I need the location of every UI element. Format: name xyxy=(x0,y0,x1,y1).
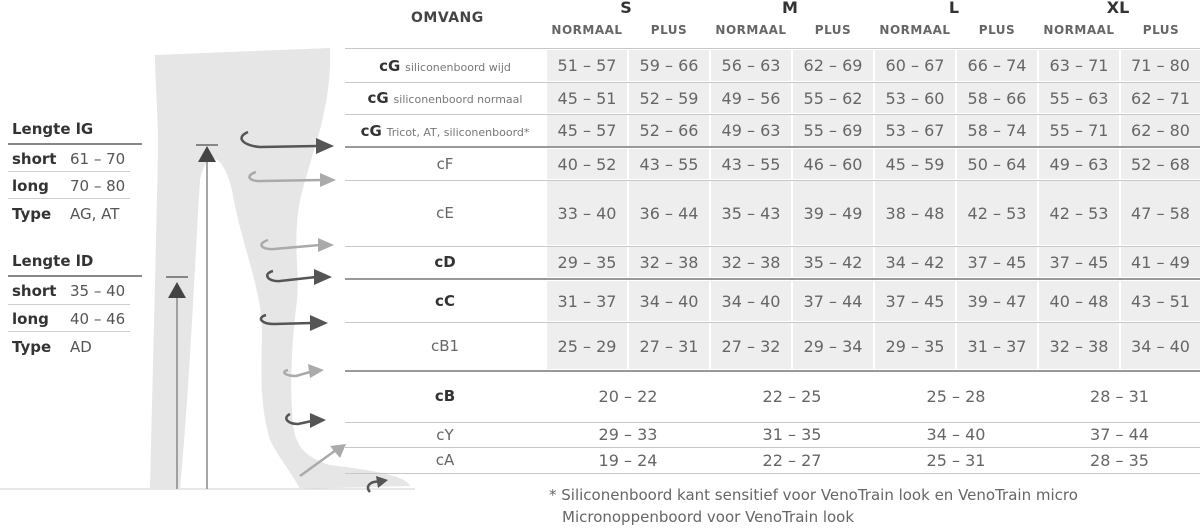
value-cell: 34 – 40 xyxy=(629,281,709,321)
row-divider xyxy=(345,146,1200,148)
value-cell: 43 – 51 xyxy=(1121,281,1200,321)
value-cell: 58 – 74 xyxy=(957,115,1037,146)
legend-value: 40 – 46 xyxy=(70,310,126,328)
row-label xyxy=(345,149,545,179)
table-row-cb1 xyxy=(345,323,1200,369)
sub-header-plus: PLUS xyxy=(1142,23,1180,37)
row-label xyxy=(345,181,545,245)
value-cell: 55 – 62 xyxy=(793,83,873,113)
row-label-main: cY xyxy=(436,425,454,444)
lengte-lg-row-type xyxy=(12,203,119,225)
value-cell: 55 – 69 xyxy=(793,115,873,146)
value-cell: 62 – 80 xyxy=(1121,115,1200,146)
value-cell: 46 – 60 xyxy=(793,149,873,179)
value-cell: 34 – 42 xyxy=(875,247,955,277)
row-divider xyxy=(345,48,1200,49)
row-divider xyxy=(345,370,1200,372)
lengte-ld-row-long xyxy=(12,308,125,330)
legend-divider xyxy=(8,331,130,332)
value-cell: 49 – 63 xyxy=(711,115,791,146)
value-cell: 32 – 38 xyxy=(1039,323,1119,369)
value-cell: 71 – 80 xyxy=(1121,50,1200,81)
value-cell: 45 – 51 xyxy=(547,83,627,113)
legend-divider xyxy=(8,304,130,305)
value-cell: 62 – 71 xyxy=(1121,83,1200,113)
table-row-cg-wijd xyxy=(345,50,1200,81)
legend-key: Type xyxy=(12,205,52,223)
sub-header-normaal: NORMAAL xyxy=(879,23,951,37)
value-cell: 37 – 45 xyxy=(1039,247,1119,277)
value-cell: 37 – 45 xyxy=(957,247,1037,277)
legend-value: 70 – 80 xyxy=(70,177,126,195)
legend-value: 61 – 70 xyxy=(70,150,126,168)
value-cell: 37 – 44 xyxy=(1090,425,1149,444)
legend-value: AD xyxy=(70,338,92,356)
row-label xyxy=(345,281,545,321)
value-cell: 31 – 37 xyxy=(547,281,627,321)
value-cell: 43 – 55 xyxy=(629,149,709,179)
value-cell: 29 – 35 xyxy=(547,247,627,277)
footnote-line-1: * Siliconenboord kant sensitief voor VenoTrain look en VenoTrain micro xyxy=(549,486,1078,504)
value-cell: 37 – 44 xyxy=(793,281,873,321)
value-cell: 25 – 31 xyxy=(926,450,986,470)
table-row-cg-normaal xyxy=(345,83,1200,113)
lengte-ld-title: Lengte lD xyxy=(12,252,94,270)
value-cell: 55 – 63 xyxy=(1039,83,1119,113)
value-cell: 29 – 33 xyxy=(598,425,658,444)
size-header-xl: XL xyxy=(1106,0,1130,17)
sub-header-normaal: NORMAAL xyxy=(551,23,623,37)
row-label xyxy=(345,115,545,146)
value-cell: 28 – 35 xyxy=(1090,450,1149,470)
value-cell: 53 – 67 xyxy=(875,115,955,146)
value-cell: 33 – 40 xyxy=(547,181,627,245)
value-cell: 56 – 63 xyxy=(711,50,791,81)
value-cell: 28 – 31 xyxy=(1090,386,1149,406)
value-cell: 32 – 38 xyxy=(629,247,709,277)
value-cell: 45 – 57 xyxy=(547,115,627,146)
table-row-cc xyxy=(345,281,1200,321)
lengte-lg-rule xyxy=(8,143,142,145)
legend-key: short xyxy=(12,150,57,168)
value-cell: 34 – 40 xyxy=(711,281,791,321)
value-cell: 19 – 24 xyxy=(598,450,658,470)
sub-header-plus: PLUS xyxy=(978,23,1016,37)
lengte-lg-title: Lengte lG xyxy=(12,120,94,138)
lengte-ld-row-type xyxy=(12,336,92,358)
value-cell: 63 – 71 xyxy=(1039,50,1119,81)
value-cell: 29 – 34 xyxy=(793,323,873,369)
table-row-cd xyxy=(345,247,1200,277)
footnote-line-2: Micronoppenboord voor VenoTrain look xyxy=(562,508,855,526)
row-label xyxy=(345,323,545,369)
value-cell: 42 – 53 xyxy=(957,181,1037,245)
value-cell: 31 – 35 xyxy=(762,425,822,444)
value-cell: 59 – 66 xyxy=(629,50,709,81)
size-header-m: M xyxy=(782,0,798,17)
legend-key: short xyxy=(12,282,57,300)
legend-key: Type xyxy=(12,338,52,356)
row-label-main: cB1 xyxy=(430,337,460,355)
row-divider xyxy=(345,278,1200,280)
table-row-ce xyxy=(345,181,1200,245)
value-cell: 41 – 49 xyxy=(1121,247,1200,277)
value-cell: 22 – 25 xyxy=(762,386,822,406)
row-label-main: cE xyxy=(436,204,454,222)
value-cell: 39 – 47 xyxy=(957,281,1037,321)
value-cell: 31 – 37 xyxy=(957,323,1037,369)
value-cell: 25 – 28 xyxy=(926,386,986,406)
value-cell: 66 – 74 xyxy=(957,50,1037,81)
lengte-ld-row-short xyxy=(12,280,125,302)
value-cell: 25 – 29 xyxy=(547,323,627,369)
sub-header-normaal: NORMAAL xyxy=(1043,23,1115,37)
row-label-sub: siliconenboord normaal xyxy=(393,93,523,106)
sub-header-normaal: NORMAAL xyxy=(715,23,787,37)
value-cell: 38 – 48 xyxy=(875,181,955,245)
row-label xyxy=(345,50,545,81)
value-cell: 58 – 66 xyxy=(957,83,1037,113)
value-cell: 47 – 58 xyxy=(1121,181,1200,245)
value-cell: 50 – 64 xyxy=(957,149,1037,179)
value-cell: 40 – 48 xyxy=(1039,281,1119,321)
row-label-sub: Tricot, AT, siliconenboord* xyxy=(386,125,530,139)
lengte-lg-row-short xyxy=(12,148,125,170)
size-header-l: L xyxy=(948,0,960,17)
row-label-main: cG xyxy=(360,121,382,140)
legend-key: long xyxy=(12,177,49,195)
legend-value: 35 – 40 xyxy=(70,282,126,300)
lengte-lg-row-long xyxy=(12,175,125,197)
row-label xyxy=(345,373,545,419)
value-cell: 32 – 38 xyxy=(711,247,791,277)
value-cell: 60 – 67 xyxy=(875,50,955,81)
row-label xyxy=(345,423,545,446)
value-cell: 27 – 32 xyxy=(711,323,791,369)
table-row-cb xyxy=(345,373,1200,419)
row-label xyxy=(345,247,545,277)
value-cell: 22 – 27 xyxy=(762,450,822,470)
value-cell: 34 – 40 xyxy=(926,425,986,444)
legend-key: long xyxy=(12,310,49,328)
row-label-main: cC xyxy=(435,292,455,310)
value-cell: 62 – 69 xyxy=(793,50,873,81)
value-cell: 39 – 49 xyxy=(793,181,873,245)
value-cell: 42 – 53 xyxy=(1039,181,1119,245)
value-cell: 20 – 22 xyxy=(598,386,658,406)
table-row-cf xyxy=(345,149,1200,179)
value-cell: 35 – 43 xyxy=(711,181,791,245)
value-cell: 51 – 57 xyxy=(547,50,627,81)
value-cell: 35 – 42 xyxy=(793,247,873,277)
value-cell: 53 – 60 xyxy=(875,83,955,113)
row-label-main: cB xyxy=(434,387,456,405)
table-row-cg-tricot xyxy=(345,115,1200,146)
value-cell: 37 – 45 xyxy=(875,281,955,321)
value-cell: 40 – 52 xyxy=(547,149,627,179)
value-cell: 52 – 66 xyxy=(629,115,709,146)
legend-divider xyxy=(8,198,130,199)
table-row-cy xyxy=(345,423,1200,446)
row-label-sub: siliconenboord wijd xyxy=(405,60,511,74)
value-cell: 52 – 68 xyxy=(1121,149,1200,179)
sub-header-plus: PLUS xyxy=(814,23,852,37)
value-cell: 36 – 44 xyxy=(629,181,709,245)
row-label-main: cG xyxy=(379,56,401,75)
row-label-main: cA xyxy=(435,451,455,469)
legend-value: AG, AT xyxy=(70,205,120,223)
value-cell: 55 – 71 xyxy=(1039,115,1119,146)
size-header-s: S xyxy=(620,0,632,17)
value-cell: 45 – 59 xyxy=(875,149,955,179)
row-label-main: cF xyxy=(436,155,454,173)
value-cell: 49 – 56 xyxy=(711,83,791,113)
table-row-ca xyxy=(345,448,1200,472)
row-label xyxy=(345,448,545,472)
value-cell: 52 – 59 xyxy=(629,83,709,113)
row-label-main: cG xyxy=(367,89,389,107)
row-label-main: cD xyxy=(434,253,456,271)
value-cell: 27 – 31 xyxy=(629,323,709,369)
row-label xyxy=(345,83,545,113)
sub-header-plus: PLUS xyxy=(650,23,688,37)
value-cell: 29 – 35 xyxy=(875,323,955,369)
lengte-ld-rule xyxy=(8,275,142,277)
row-divider xyxy=(345,473,1200,474)
omvang-header: OMVANG xyxy=(411,10,484,26)
value-cell: 43 – 55 xyxy=(711,149,791,179)
value-cell: 34 – 40 xyxy=(1121,323,1200,369)
value-cell: 49 – 63 xyxy=(1039,149,1119,179)
legend-divider xyxy=(8,171,130,172)
